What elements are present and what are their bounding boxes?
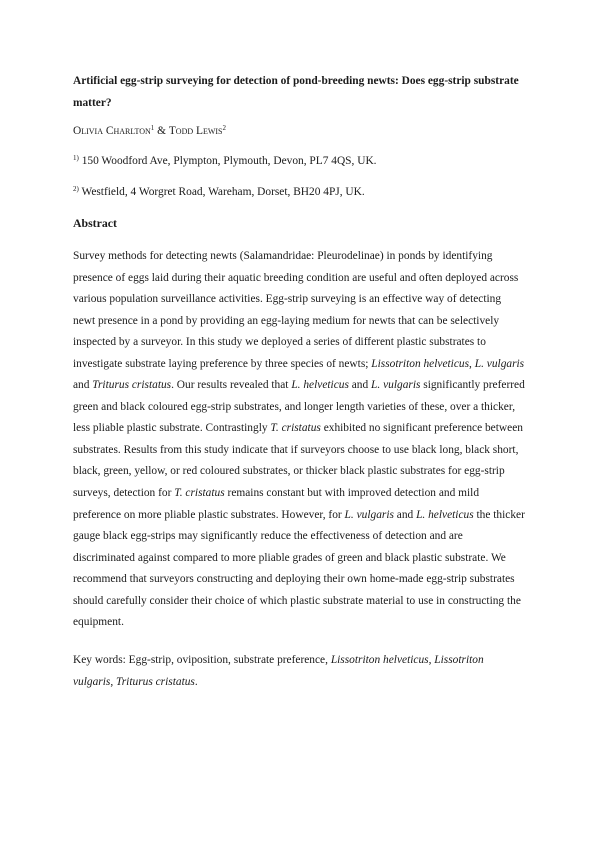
species-name: T. cristatus xyxy=(270,422,321,435)
species-name: L. vulgaris xyxy=(344,508,394,521)
affiliation-text: 150 Woodford Ave, Plympton, Plymouth, Devon, PL7 4QS, UK. xyxy=(78,155,377,167)
abstract-text: the thicker gauge black egg-strips may significantly reduce the effectiveness of detection and are discriminated against compared to more pliable grades of green and black plastic substrate. We recommend that surveyors constructing and deploying their own home-made egg-strip substrates should carefully consider their choice of which plastic substrate material to use in constructing the equipment. xyxy=(73,508,525,629)
abstract-text: and xyxy=(73,379,93,392)
abstract-text: , xyxy=(469,357,475,370)
abstract-text: and xyxy=(393,508,417,521)
affiliation-1 xyxy=(73,154,377,168)
abstract-text: remains constant but with improved detection and mild preference on more pliable plastic substrates. However, for xyxy=(73,487,480,521)
keyword-species: Triturus cristatus xyxy=(116,675,195,688)
keywords-separator: , xyxy=(428,654,435,666)
affiliation-2 xyxy=(73,185,365,199)
abstract-heading: Abstract xyxy=(73,216,117,230)
keywords-text: Key words: Egg-strip, oviposition, substrate preference, xyxy=(73,654,331,666)
keywords xyxy=(73,650,525,693)
author-name: Todd Lewis xyxy=(168,125,223,137)
species-name: T. cristatus xyxy=(174,487,225,500)
keywords-separator: , xyxy=(110,675,117,688)
species-name: Triturus cristatus xyxy=(92,379,172,392)
species-name: L. helveticus xyxy=(291,379,349,392)
abstract-text: Survey methods for detecting newts (Salamandridae: Pleurodelinae) in ponds by identifying presence of eggs laid during their aquatic breeding condition are useful and often deployed across various population surveillance activities. Egg-strip surveying is an effective way of detecting newt presence in a pond by providing an egg-laying medium for newts that can be selectively inspected by a surveyor. In this study we deployed a series of different plastic substrates to investigate substrate laying preference by three species of newts; xyxy=(73,250,519,370)
affiliation-marker: 1) xyxy=(73,154,79,162)
species-name: L. vulgaris xyxy=(474,357,525,370)
affiliation-marker: 1 xyxy=(150,124,155,132)
keywords-end: . xyxy=(194,675,198,688)
abstract-text: . Our results revealed that xyxy=(171,379,292,392)
keyword-species: Lissotriton helveticus xyxy=(330,654,429,666)
paper-title: Artificial egg-strip surveying for detection of pond-breeding newts: Does egg-strip substrate matter? xyxy=(73,75,519,109)
species-name: L. helveticus xyxy=(416,508,474,521)
keyword-species: Lissotriton vulgaris xyxy=(73,654,484,688)
abstract-text: exhibited no significant preference between substrates. Results from this study indicate that if surveyors choose to use black long, black short, black, green, yellow, or red coloured substrates, or thicker black plastic substrates for egg-strip surveys, detection for xyxy=(73,422,523,500)
species-name: L. vulgaris xyxy=(371,379,421,392)
affiliation-marker: 2) xyxy=(73,185,79,193)
author-line xyxy=(73,124,226,138)
author-separator: & xyxy=(154,125,169,137)
affiliation-text: Westfield, 4 Worgret Road, Wareham, Dorset, BH20 4PJ, UK. xyxy=(78,186,365,198)
species-name: Lissotriton helveticus xyxy=(371,357,470,370)
abstract-body xyxy=(73,246,525,634)
abstract-text: significantly preferred green and black coloured egg-strip substrates, and longer length varieties of these, over a thicker, less pliable plastic substrate. Contrastingly xyxy=(73,379,525,435)
affiliation-marker: 2 xyxy=(222,124,226,132)
author-name: Olivia Charlton xyxy=(73,125,151,137)
abstract-text: and xyxy=(348,379,372,392)
